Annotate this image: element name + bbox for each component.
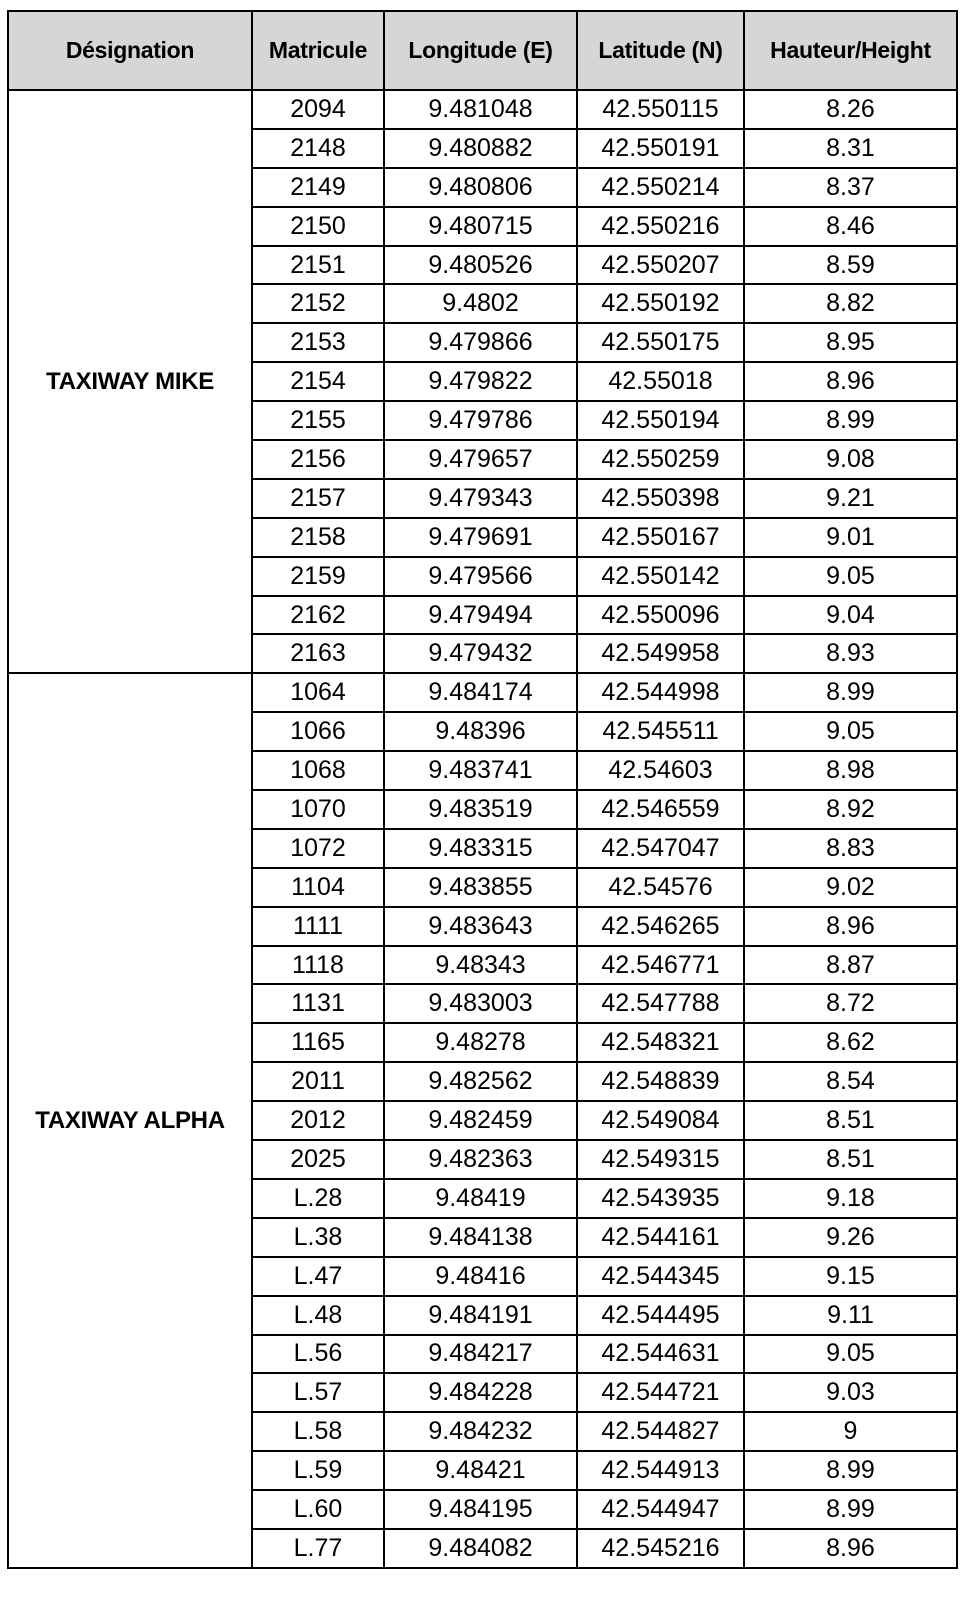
longitude-cell: 9.48416 xyxy=(384,1257,577,1296)
matricule-cell: 2163 xyxy=(252,634,384,673)
matricule-cell: 2158 xyxy=(252,518,384,557)
height-cell: 9.05 xyxy=(744,712,957,751)
latitude-cell: 42.550115 xyxy=(577,90,744,129)
matricule-cell: L.57 xyxy=(252,1373,384,1412)
latitude-cell: 42.544827 xyxy=(577,1412,744,1451)
height-cell: 8.99 xyxy=(744,401,957,440)
height-cell: 9.05 xyxy=(744,557,957,596)
matricule-cell: 2149 xyxy=(252,168,384,207)
latitude-cell: 42.550194 xyxy=(577,401,744,440)
latitude-cell: 42.546265 xyxy=(577,907,744,946)
longitude-cell: 9.479786 xyxy=(384,401,577,440)
latitude-cell: 42.550192 xyxy=(577,284,744,323)
matricule-cell: 1070 xyxy=(252,790,384,829)
latitude-cell: 42.548321 xyxy=(577,1023,744,1062)
matricule-cell: 2012 xyxy=(252,1101,384,1140)
latitude-cell: 42.550259 xyxy=(577,440,744,479)
matricule-cell: 2025 xyxy=(252,1140,384,1179)
matricule-cell: 1104 xyxy=(252,868,384,907)
longitude-cell: 9.479657 xyxy=(384,440,577,479)
latitude-cell: 42.544345 xyxy=(577,1257,744,1296)
height-cell: 8.93 xyxy=(744,634,957,673)
longitude-cell: 9.481048 xyxy=(384,90,577,129)
matricule-cell: L.60 xyxy=(252,1490,384,1529)
matricule-cell: 2094 xyxy=(252,90,384,129)
height-cell: 9.08 xyxy=(744,440,957,479)
latitude-cell: 42.54576 xyxy=(577,868,744,907)
longitude-cell: 9.480526 xyxy=(384,246,577,285)
matricule-cell: 2155 xyxy=(252,401,384,440)
group-designation: TAXIWAY ALPHA xyxy=(8,673,252,1567)
height-cell: 8.99 xyxy=(744,1490,957,1529)
matricule-cell: 2157 xyxy=(252,479,384,518)
height-cell: 9.21 xyxy=(744,479,957,518)
longitude-cell: 9.484191 xyxy=(384,1296,577,1335)
longitude-cell: 9.480715 xyxy=(384,207,577,246)
latitude-cell: 42.545511 xyxy=(577,712,744,751)
latitude-cell: 42.543935 xyxy=(577,1179,744,1218)
height-cell: 9 xyxy=(744,1412,957,1451)
height-cell: 8.87 xyxy=(744,946,957,985)
matricule-cell: 1131 xyxy=(252,984,384,1023)
height-cell: 8.95 xyxy=(744,323,957,362)
latitude-cell: 42.550216 xyxy=(577,207,744,246)
longitude-cell: 9.483855 xyxy=(384,868,577,907)
table-body xyxy=(8,90,957,1568)
matricule-cell: 2150 xyxy=(252,207,384,246)
height-cell: 8.46 xyxy=(744,207,957,246)
matricule-cell: L.59 xyxy=(252,1451,384,1490)
height-cell: 8.99 xyxy=(744,1451,957,1490)
longitude-cell: 9.48278 xyxy=(384,1023,577,1062)
header-latitude: Latitude (N) xyxy=(577,11,744,90)
height-cell: 8.82 xyxy=(744,284,957,323)
latitude-cell: 42.544631 xyxy=(577,1335,744,1374)
longitude-cell: 9.48419 xyxy=(384,1179,577,1218)
latitude-cell: 42.55018 xyxy=(577,362,744,401)
latitude-cell: 42.544721 xyxy=(577,1373,744,1412)
height-cell: 8.59 xyxy=(744,246,957,285)
matricule-cell: 2156 xyxy=(252,440,384,479)
height-cell: 8.51 xyxy=(744,1140,957,1179)
latitude-cell: 42.544913 xyxy=(577,1451,744,1490)
matricule-cell: L.77 xyxy=(252,1529,384,1568)
longitude-cell: 9.484217 xyxy=(384,1335,577,1374)
longitude-cell: 9.483003 xyxy=(384,984,577,1023)
height-cell: 8.96 xyxy=(744,907,957,946)
header-height: Hauteur/Height xyxy=(744,11,957,90)
height-cell: 9.02 xyxy=(744,868,957,907)
latitude-cell: 42.550167 xyxy=(577,518,744,557)
longitude-cell: 9.482459 xyxy=(384,1101,577,1140)
height-cell: 8.26 xyxy=(744,90,957,129)
matricule-cell: 2152 xyxy=(252,284,384,323)
matricule-cell: 1118 xyxy=(252,946,384,985)
height-cell: 8.99 xyxy=(744,673,957,712)
height-cell: 8.37 xyxy=(744,168,957,207)
longitude-cell: 9.483741 xyxy=(384,751,577,790)
latitude-cell: 42.546559 xyxy=(577,790,744,829)
longitude-cell: 9.479866 xyxy=(384,323,577,362)
latitude-cell: 42.547047 xyxy=(577,829,744,868)
longitude-cell: 9.483643 xyxy=(384,907,577,946)
latitude-cell: 42.550214 xyxy=(577,168,744,207)
header-designation: Désignation xyxy=(8,11,252,90)
longitude-cell: 9.480882 xyxy=(384,129,577,168)
height-cell: 8.83 xyxy=(744,829,957,868)
longitude-cell: 9.4802 xyxy=(384,284,577,323)
longitude-cell: 9.484174 xyxy=(384,673,577,712)
matricule-cell: 2154 xyxy=(252,362,384,401)
matricule-cell: 1066 xyxy=(252,712,384,751)
latitude-cell: 42.549084 xyxy=(577,1101,744,1140)
matricule-cell: 2162 xyxy=(252,596,384,635)
matricule-cell: 1072 xyxy=(252,829,384,868)
height-cell: 8.51 xyxy=(744,1101,957,1140)
longitude-cell: 9.482562 xyxy=(384,1062,577,1101)
longitude-cell: 9.48343 xyxy=(384,946,577,985)
matricule-cell: L.56 xyxy=(252,1335,384,1374)
header-matricule: Matricule xyxy=(252,11,384,90)
height-cell: 8.54 xyxy=(744,1062,957,1101)
matricule-cell: 1111 xyxy=(252,907,384,946)
matricule-cell: L.58 xyxy=(252,1412,384,1451)
obstacle-table xyxy=(7,10,958,1569)
longitude-cell: 9.479432 xyxy=(384,634,577,673)
latitude-cell: 42.544161 xyxy=(577,1218,744,1257)
group-designation: TAXIWAY MIKE xyxy=(8,90,252,673)
table-header xyxy=(8,11,957,90)
height-cell: 9.15 xyxy=(744,1257,957,1296)
longitude-cell: 9.48421 xyxy=(384,1451,577,1490)
matricule-cell: L.47 xyxy=(252,1257,384,1296)
longitude-cell: 9.482363 xyxy=(384,1140,577,1179)
height-cell: 9.04 xyxy=(744,596,957,635)
longitude-cell: 9.479343 xyxy=(384,479,577,518)
matricule-cell: 2011 xyxy=(252,1062,384,1101)
matricule-cell: 2153 xyxy=(252,323,384,362)
longitude-cell: 9.479566 xyxy=(384,557,577,596)
height-cell: 8.62 xyxy=(744,1023,957,1062)
height-cell: 8.96 xyxy=(744,362,957,401)
height-cell: 9.03 xyxy=(744,1373,957,1412)
longitude-cell: 9.484082 xyxy=(384,1529,577,1568)
height-cell: 9.26 xyxy=(744,1218,957,1257)
latitude-cell: 42.544947 xyxy=(577,1490,744,1529)
longitude-cell: 9.484232 xyxy=(384,1412,577,1451)
latitude-cell: 42.545216 xyxy=(577,1529,744,1568)
height-cell: 9.18 xyxy=(744,1179,957,1218)
longitude-cell: 9.484228 xyxy=(384,1373,577,1412)
longitude-cell: 9.479822 xyxy=(384,362,577,401)
latitude-cell: 42.550191 xyxy=(577,129,744,168)
latitude-cell: 42.550207 xyxy=(577,246,744,285)
longitude-cell: 9.484195 xyxy=(384,1490,577,1529)
latitude-cell: 42.546771 xyxy=(577,946,744,985)
longitude-cell: 9.483315 xyxy=(384,829,577,868)
matricule-cell: L.48 xyxy=(252,1296,384,1335)
matricule-cell: 2151 xyxy=(252,246,384,285)
matricule-cell: 2159 xyxy=(252,557,384,596)
height-cell: 8.31 xyxy=(744,129,957,168)
matricule-cell: 1068 xyxy=(252,751,384,790)
height-cell: 8.72 xyxy=(744,984,957,1023)
latitude-cell: 42.544495 xyxy=(577,1296,744,1335)
latitude-cell: 42.547788 xyxy=(577,984,744,1023)
height-cell: 8.98 xyxy=(744,751,957,790)
matricule-cell: 2148 xyxy=(252,129,384,168)
table-row xyxy=(8,673,957,712)
matricule-cell: L.28 xyxy=(252,1179,384,1218)
latitude-cell: 42.549315 xyxy=(577,1140,744,1179)
longitude-cell: 9.484138 xyxy=(384,1218,577,1257)
height-cell: 8.92 xyxy=(744,790,957,829)
longitude-cell: 9.483519 xyxy=(384,790,577,829)
matricule-cell: 1165 xyxy=(252,1023,384,1062)
latitude-cell: 42.54603 xyxy=(577,751,744,790)
header-longitude: Longitude (E) xyxy=(384,11,577,90)
latitude-cell: 42.549958 xyxy=(577,634,744,673)
height-cell: 9.11 xyxy=(744,1296,957,1335)
matricule-cell: L.38 xyxy=(252,1218,384,1257)
matricule-cell: 1064 xyxy=(252,673,384,712)
longitude-cell: 9.48396 xyxy=(384,712,577,751)
longitude-cell: 9.479494 xyxy=(384,596,577,635)
height-cell: 9.01 xyxy=(744,518,957,557)
height-cell: 8.96 xyxy=(744,1529,957,1568)
latitude-cell: 42.550398 xyxy=(577,479,744,518)
longitude-cell: 9.479691 xyxy=(384,518,577,557)
latitude-cell: 42.550175 xyxy=(577,323,744,362)
latitude-cell: 42.544998 xyxy=(577,673,744,712)
header-row xyxy=(8,11,957,90)
table-row xyxy=(8,90,957,129)
longitude-cell: 9.480806 xyxy=(384,168,577,207)
height-cell: 9.05 xyxy=(744,1335,957,1374)
latitude-cell: 42.550142 xyxy=(577,557,744,596)
latitude-cell: 42.548839 xyxy=(577,1062,744,1101)
latitude-cell: 42.550096 xyxy=(577,596,744,635)
